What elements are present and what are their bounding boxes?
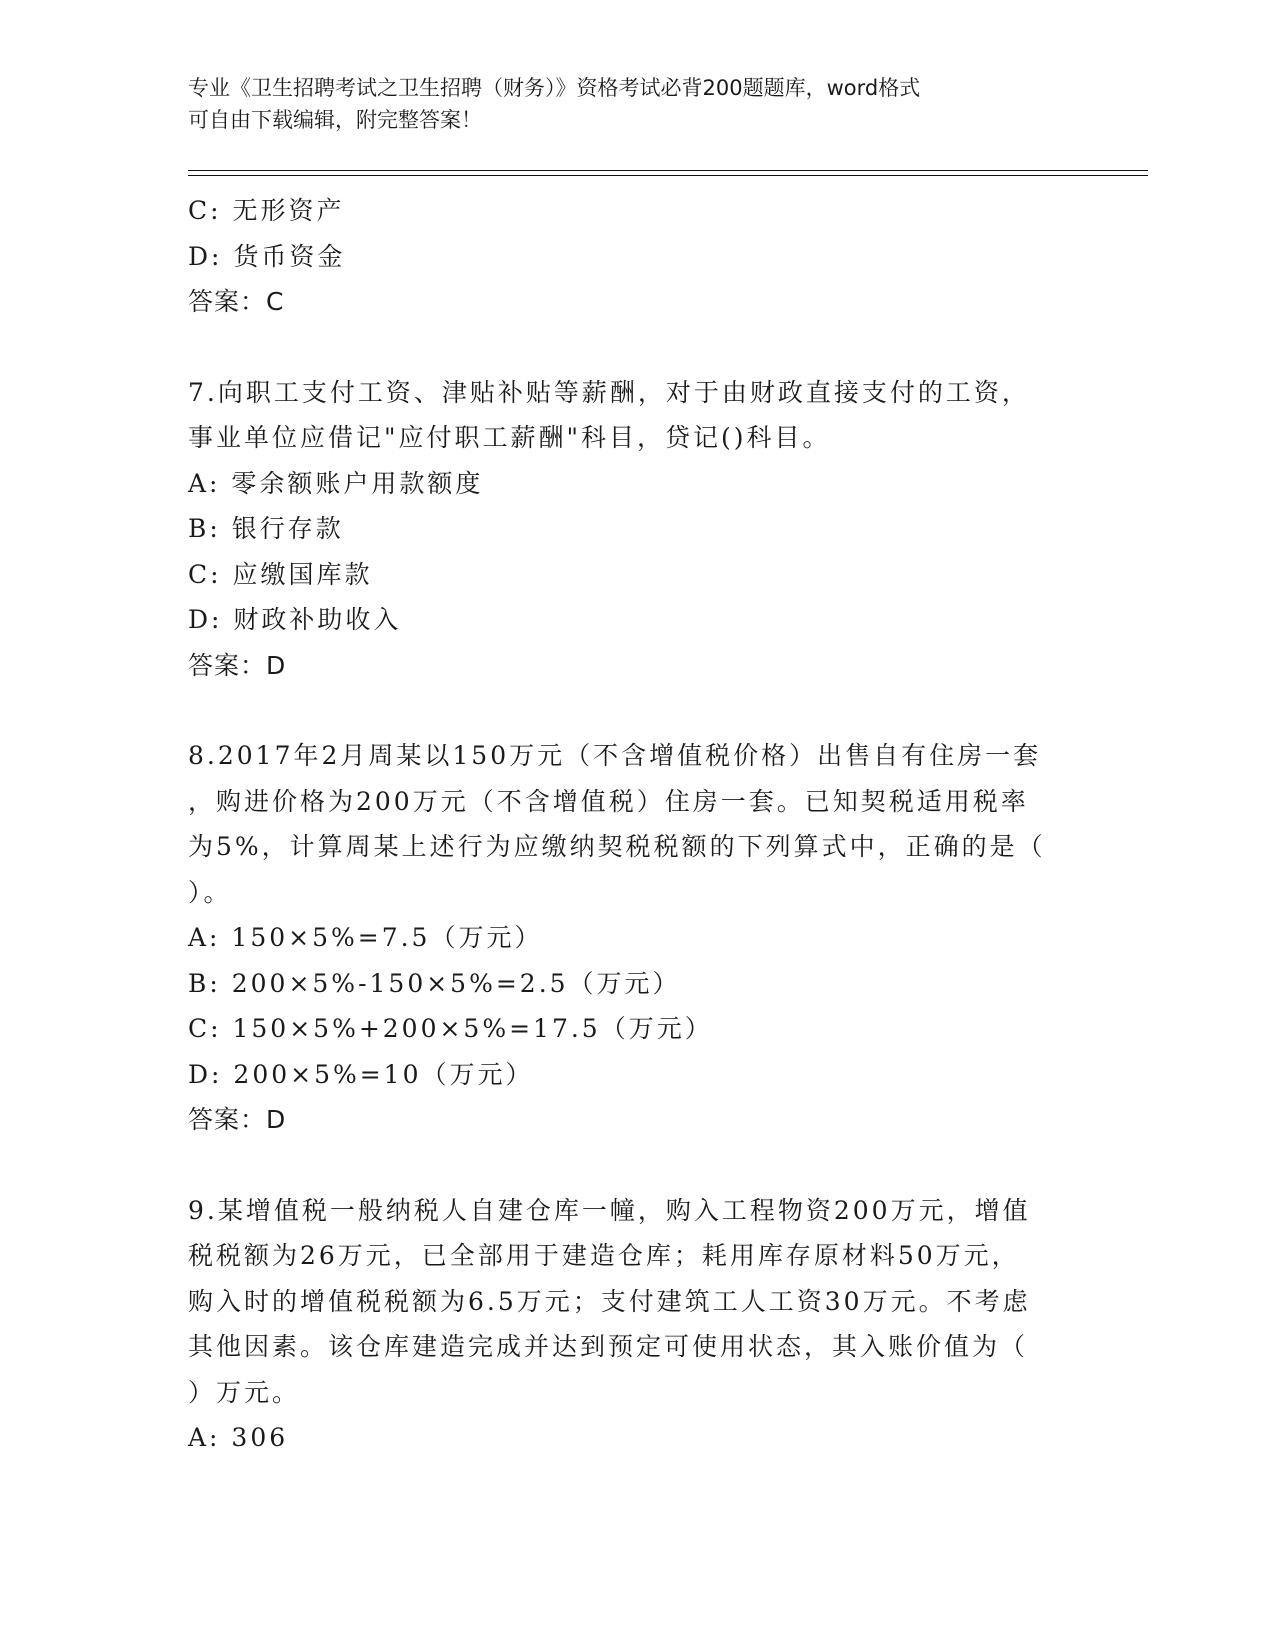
option-d: D: 200×5%=10（万元） (188, 1059, 534, 1089)
answer: 答案：C (188, 287, 285, 316)
question-text: 事业单位应借记"应付职工薪酬"科目，贷记()科目。 (188, 423, 831, 452)
question-text: 9.某增值税一般纳税人自建仓库一幢，购入工程物资200万元，增值 (188, 1195, 1031, 1225)
option-b: B: 银行存款 (188, 514, 344, 543)
question-8 (188, 733, 1088, 1143)
question-text: 为5%，计算周某上述行为应缴纳契税税额的下列算式中，正确的是（ (188, 832, 1046, 861)
question-text: 其他因素。该仓库建造完成并达到预定可使用状态，其入账价值为（ (188, 1332, 1029, 1361)
question-7 (188, 370, 1088, 689)
option-d: D: 货币资金 (188, 241, 346, 271)
option-b: B: 200×5%-150×5%=2.5（万元） (188, 968, 681, 998)
question-text: 购入时的增值税税额为6.5万元；支付建筑工人工资30万元。不考虑 (188, 1286, 1031, 1316)
question-content (188, 188, 1088, 1461)
question-text: ，购进价格为200万元（不含增值税）住房一套。已知契税适用税率 (188, 786, 1029, 816)
question-text: 7.向职工支付工资、津贴补贴等薪酬，对于由财政直接支付的工资， (188, 377, 1030, 407)
question-text: ）万元。 (188, 1377, 301, 1407)
page-header (188, 72, 1088, 136)
option-a: A: 150×5%=7.5（万元） (188, 923, 543, 952)
question-9 (188, 1188, 1088, 1461)
header-divider-bottom (188, 175, 1148, 176)
answer: 答案：D (188, 650, 287, 680)
option-c: C: 应缴国库款 (188, 559, 373, 589)
option-a: A: 306 (188, 1423, 289, 1452)
option-c: C: 无形资产 (188, 196, 345, 225)
question-text: ）。 (188, 877, 232, 907)
question-text: 税税额为26万元，已全部用于建造仓库；耗用库存原材料50万元， (188, 1241, 1020, 1270)
header-title-line-1: 专业《卫生招聘考试之卫生招聘（财务）》资格考试必背200题题库，word格式 (188, 76, 921, 100)
question-6-tail (188, 188, 1088, 325)
question-text: 8.2017年2月周某以150万元（不含增值税价格）出售自有住房一套 (188, 741, 1042, 770)
option-d: D: 财政补助收入 (188, 605, 402, 634)
answer: 答案：D (188, 1105, 287, 1134)
header-divider-top (188, 170, 1148, 171)
header-title-line-2: 可自由下载编辑，附完整答案！ (188, 108, 482, 132)
option-a: A: 零余额账户用款额度 (188, 468, 484, 498)
option-c: C: 150×5%+200×5%=17.5（万元） (188, 1014, 713, 1043)
